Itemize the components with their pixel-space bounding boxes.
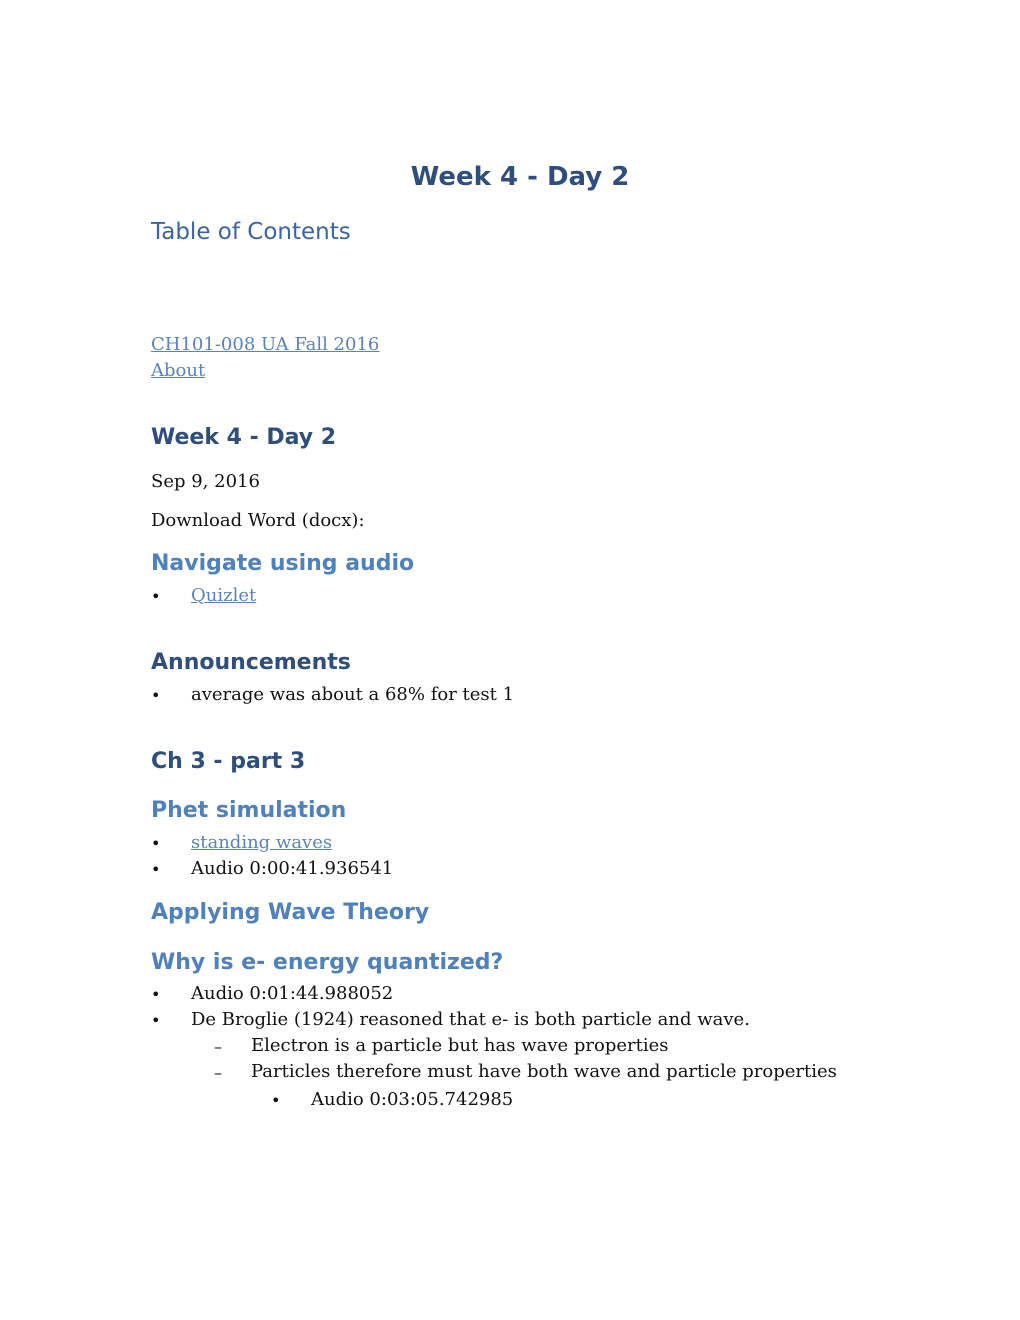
bullet-icon: • [151, 1011, 161, 1030]
electron-subitem: Electron is a particle but has wave properties [251, 1035, 669, 1056]
phet-heading: Phet simulation [151, 798, 347, 823]
toc-link-about[interactable]: About [151, 360, 206, 381]
bullet-icon: • [151, 686, 161, 705]
de-broglie-item: De Broglie (1924) reasoned that e- is both particle and wave. [191, 1009, 750, 1030]
section-title: Week 4 - Day 2 [151, 425, 337, 450]
bullet-icon: • [151, 860, 161, 879]
announcement-item: average was about a 68% for test 1 [191, 684, 515, 705]
quantized-audio-1: Audio 0:01:44.988052 [191, 983, 394, 1004]
announcements-heading: Announcements [151, 650, 351, 675]
chapter-heading: Ch 3 - part 3 [151, 749, 306, 774]
toc-link-course[interactable]: CH101-008 UA Fall 2016 [151, 334, 380, 355]
dash-icon: – [214, 1063, 222, 1082]
quantized-audio-2: Audio 0:03:05.742985 [311, 1089, 514, 1110]
applying-heading: Applying Wave Theory [151, 900, 430, 925]
bullet-icon: • [151, 985, 161, 1004]
page-title: Week 4 - Day 2 [410, 162, 630, 192]
particles-subitem: Particles therefore must have both wave and particle properties [251, 1061, 837, 1082]
download-label: Download Word (docx): [151, 510, 365, 531]
quantized-heading: Why is e- energy quantized? [151, 950, 504, 975]
post-date: Sep 9, 2016 [151, 471, 260, 492]
navigate-heading: Navigate using audio [151, 551, 415, 576]
dash-icon: – [214, 1037, 222, 1056]
quizlet-link[interactable]: Quizlet [191, 585, 257, 606]
toc-title: Table of Contents [151, 219, 351, 245]
bullet-icon: • [151, 834, 161, 853]
standing-waves-link[interactable]: standing waves [191, 832, 333, 853]
bullet-icon: • [151, 587, 161, 606]
phet-audio: Audio 0:00:41.936541 [191, 858, 394, 879]
bullet-icon: • [271, 1091, 281, 1110]
